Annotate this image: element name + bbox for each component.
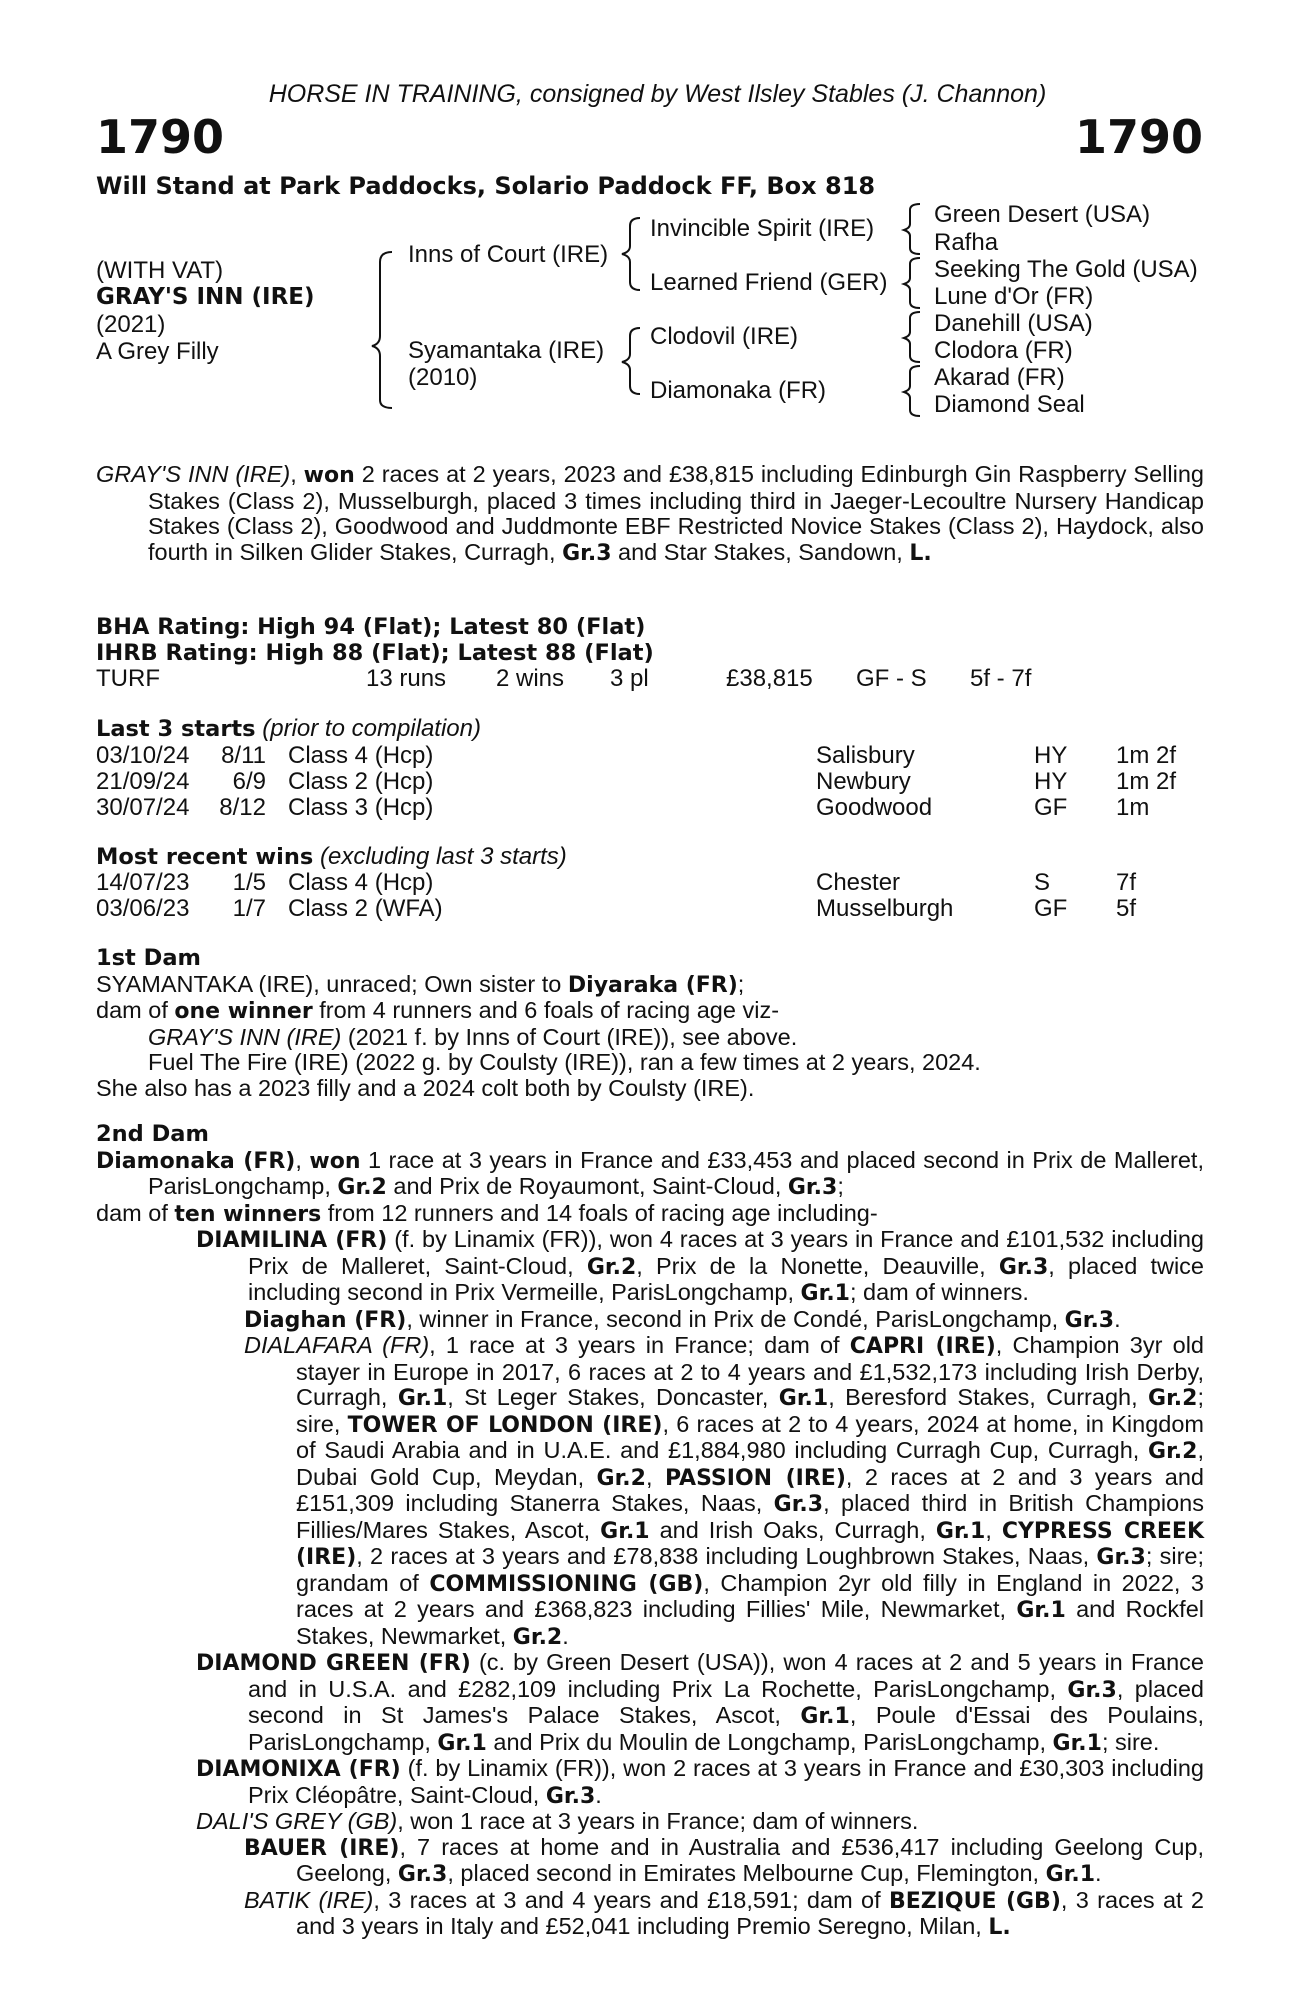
bracket-g12 xyxy=(904,204,920,254)
first-dam-note: She also has a 2023 filly and a 2024 colt both by Coulsty (IRE). xyxy=(96,1074,755,1101)
recent-wins-note: (excluding last 3 starts) xyxy=(319,843,567,870)
turf-runs: 13 runs xyxy=(366,665,447,692)
second-dam-heading: 2nd Dam xyxy=(96,1121,209,1147)
first-dam-line1: SYAMANTAKA (IRE), unraced; Own sister to Diyaraka (FR); xyxy=(96,970,745,998)
horse-name: GRAY'S INN (IRE) xyxy=(96,284,315,310)
recent-wins-heading xyxy=(96,843,567,871)
first-dam-progeny-1: GRAY'S INN (IRE) (2021 f. by Inns of Court (IRE)), see above. xyxy=(148,1023,798,1050)
progeny-dalis-grey: DALI'S GREY (GB), won 1 race at 3 years in France; dam of winners. xyxy=(196,1808,919,1834)
vat-label: (WITH VAT) xyxy=(96,257,224,284)
summary-listed: L. xyxy=(909,540,932,566)
second-dam-winners: dam of ten winners from 12 runners and 14 foals of racing age including- xyxy=(96,1199,878,1227)
granddam-6: Clodora (FR) xyxy=(934,337,1073,364)
recent-win-row xyxy=(96,895,1204,921)
turf-surface: TURF xyxy=(96,665,160,692)
last-starts-title: Last 3 starts xyxy=(96,716,256,742)
last-start-pos: 8/11 xyxy=(221,742,266,769)
turf-going: GF - S xyxy=(856,665,927,692)
last-start-course: Goodwood xyxy=(816,794,933,821)
summary-text-2: and Star Stakes, Sandown, xyxy=(611,538,910,565)
recent-win-row xyxy=(96,869,1204,895)
last-start-dist: 1m 2f xyxy=(1116,768,1177,795)
bracket-g78 xyxy=(904,366,920,416)
first-dam-section xyxy=(96,946,1204,1101)
last-start-pos: 6/9 xyxy=(232,768,266,795)
race-summary: GRAY'S INN (IRE), won 2 races at 2 years, 2023 and £38,815 including Edinburgh Gin Raspberry Selling Stakes (Class 2), Musselburgh, placed 3 times including third in Jaeger-Lecoultre Nursery Handicap Stakes (Class 2), Goodwood and Juddmonte EBF Restricted Novice Stakes (Class 2), Haydock, also fourth in Silken Glider Stakes, Curragh, Gr.3 and Star Stakes, Sandown, L. xyxy=(96,461,1204,566)
recent-wins-title: Most recent wins xyxy=(96,844,314,870)
recent-win-going: S xyxy=(1034,869,1051,896)
last-start-going: GF xyxy=(1034,794,1068,821)
sire-dam: Learned Friend (GER) xyxy=(650,269,888,296)
dam-sire: Clodovil (IRE) xyxy=(650,323,799,350)
recent-win-course: Musselburgh xyxy=(816,895,954,922)
last-start-row xyxy=(96,794,1204,820)
last-start-date: 21/09/24 xyxy=(96,768,190,795)
last-start-cls: Class 3 (Hcp) xyxy=(288,794,434,821)
summary-won: won xyxy=(303,463,355,488)
turf-earnings: £38,815 xyxy=(726,665,813,692)
bracket-dam xyxy=(622,328,640,394)
recent-win-dist: 5f xyxy=(1116,895,1137,922)
recent-win-pos: 1/7 xyxy=(232,895,266,922)
last-starts-heading xyxy=(96,715,481,743)
sire: Inns of Court (IRE) xyxy=(408,241,609,268)
last-start-date: 03/10/24 xyxy=(96,742,190,769)
granddam-4: Lune d'Or (FR) xyxy=(934,283,1094,310)
last-start-going: HY xyxy=(1034,742,1068,769)
recent-win-course: Chester xyxy=(816,869,901,896)
second-dam-section xyxy=(96,1122,1204,1941)
recent-win-going: GF xyxy=(1034,895,1068,922)
last-starts-note: (prior to compilation) xyxy=(262,715,481,742)
second-dam-intro: Diamonaka (FR), won 1 race at 3 years in France and £33,453 and placed second in Prix de Malleret, ParisLongchamp, Gr.2 and Prix de Royaumont, Saint-Cloud, Gr.3; xyxy=(96,1146,1204,1200)
recent-win-cls: Class 2 (WFA) xyxy=(288,895,443,922)
last-start-going: HY xyxy=(1034,768,1068,795)
granddam-8: Diamond Seal xyxy=(934,391,1085,418)
last-starts-table xyxy=(96,742,1204,820)
lot-number-left: 1790 xyxy=(96,110,225,164)
summary-text: 2 races at 2 years, 2023 and £38,815 including Edinburgh Gin Raspberry Selling Stakes (Class 2), Musselburgh, placed 3 times including third in Jaeger-Lecoultre Nursery Handicap Stakes (Class 2), Goodwood and Juddmonte EBF Restricted Novice Stakes (Class 2), Haydock, also fourth in Silken Glider Stakes, Curragh, xyxy=(148,461,1204,565)
grandsire-5: Danehill (USA) xyxy=(934,310,1093,337)
last-start-dist: 1m xyxy=(1116,794,1150,821)
dam-dam: Diamonaka (FR) xyxy=(650,377,827,404)
progeny-bauer: BAUER (IRE), 7 races at home and in Australia and £536,417 including Geelong Cup, Geelong, Gr.3, placed second in Emirates Melbourne Cup, Flemington, Gr.1. xyxy=(244,1833,1205,1887)
stand-location: Will Stand at Park Paddocks, Solario Paddock FF, Box 818 xyxy=(96,172,876,200)
recent-win-date: 14/07/23 xyxy=(96,869,190,896)
progeny-diamond-green: DIAMOND GREEN (FR) (c. by Green Desert (USA)), won 4 races at 2 and 5 years in France and in U.S.A. and £282,109 including Prix La Rochette, ParisLongchamp, Gr.3, placed second in St James's Palace Stakes, Ascot, Gr.1, Poule d'Essai des Poulains, ParisLongchamp, Gr.1 and Prix du Moulin de Longchamp, ParisLongchamp, Gr.1; sire. xyxy=(196,1649,1205,1756)
bracket-main xyxy=(372,252,392,408)
horse-year: (2021) xyxy=(96,311,166,338)
lot-number-right: 1790 xyxy=(1074,110,1203,164)
last-start-pos: 8/12 xyxy=(219,794,266,821)
bracket-g56 xyxy=(904,312,920,362)
last-start-course: Salisbury xyxy=(816,742,915,769)
grandsire-3: Seeking The Gold (USA) xyxy=(934,256,1198,283)
recent-win-dist: 7f xyxy=(1116,869,1137,896)
last-start-cls: Class 2 (Hcp) xyxy=(288,768,434,795)
last-start-row xyxy=(96,768,1204,794)
recent-win-pos: 1/5 xyxy=(232,869,266,896)
first-dam-heading: 1st Dam xyxy=(96,945,201,971)
turf-distance: 5f - 7f xyxy=(970,665,1032,692)
page-subtitle: HORSE IN TRAINING, consigned by West Ilsley Stables (J. Channon) xyxy=(268,80,1047,108)
granddam-2: Rafha xyxy=(934,229,999,256)
recent-win-date: 03/06/23 xyxy=(96,895,190,922)
last-start-dist: 1m 2f xyxy=(1116,742,1177,769)
bha-rating: BHA Rating: High 94 (Flat); Latest 80 (Flat) xyxy=(96,614,646,640)
grandsire-1: Green Desert (USA) xyxy=(934,201,1151,228)
first-dam-line2: dam of one winner from 4 runners and 6 foals of racing age viz- xyxy=(96,997,780,1024)
dam-year: (2010) xyxy=(408,364,478,391)
progeny-dialafara: DIALAFARA (FR), 1 race at 3 years in France; dam of CAPRI (IRE), Champion 3yr old stayer in Europe in 2017, 6 races at 2 to 4 years and £1,532,173 including Irish Derby, Curragh, Gr.1, St Leger Stakes, Doncaster, Gr.1, Beresford Stakes, Curragh, Gr.2; sire, TOWER OF LONDON (IRE), 6 races at 2 to 4 years, 2024 at home, in Kingdom of Saudi Arabia and in U.A.E. and £1,884,980 including Curragh Cup, Curragh, Gr.2, Dubai Gold Cup, Meydan, Gr.2, PASSION (IRE), 2 races at 2 and 3 years and £151,309 including Stanerra Stakes, Naas, Gr.3, placed third in British Champions Fillies/Mares Stakes, Ascot, Gr.1 and Irish Oaks, Curragh, Gr.1, CYPRESS CREEK (IRE), 2 races at 3 years and £78,838 including Loughbrown Stakes, Naas, Gr.3; sire; grandam of COMMISSIONING (GB), Champion 2yr old filly in England in 2022, 3 races at 2 years and £368,823 including Fillies' Mile, Newmarket, Gr.1 and Rockfel Stakes, Newmarket, Gr.2. xyxy=(244,1332,1205,1650)
grandsire-7: Akarad (FR) xyxy=(934,364,1065,391)
progeny-diamilina: DIAMILINA (FR) (f. by Linamix (FR)), won 4 races at 3 years in France and £101,532 including Prix de Malleret, Saint-Cloud, Gr.2, Prix de la Nonette, Deauville, Gr.3, placed twice including second in Prix Vermeille, ParisLongchamp, Gr.1; dam of winners. xyxy=(196,1226,1205,1306)
turf-wins: 2 wins xyxy=(496,665,565,692)
dam: Syamantaka (IRE) xyxy=(408,337,605,364)
bracket-sire xyxy=(622,218,640,290)
sire-sire: Invincible Spirit (IRE) xyxy=(650,215,875,242)
progeny-diaghan: Diaghan (FR), winner in France, second in Prix de Condé, ParisLongchamp, Gr.3. xyxy=(244,1305,1121,1333)
bracket-g34 xyxy=(904,258,920,308)
progeny-diamonixa: DIAMONIXA (FR) (f. by Linamix (FR)), won 2 races at 3 years in France and £30,303 including Prix Cléopâtre, Saint-Cloud, Gr.3. xyxy=(196,1755,1204,1809)
progeny-batik: BATIK (IRE), 3 races at 3 and 4 years and £18,591; dam of BEZIQUE (GB), 3 races at 2 and 3 years in Italy and £52,041 including Premio Seregno, Milan, L. xyxy=(244,1886,1204,1940)
last-start-row xyxy=(96,742,1204,768)
last-start-date: 30/07/24 xyxy=(96,794,190,821)
recent-wins-table xyxy=(96,869,1204,921)
ihrb-rating: IHRB Rating: High 88 (Flat); Latest 88 (Flat) xyxy=(96,640,654,666)
last-start-course: Newbury xyxy=(816,768,911,795)
turf-places: 3 pl xyxy=(610,665,649,692)
summary-gr3: Gr.3 xyxy=(562,540,612,566)
horse-description: A Grey Filly xyxy=(96,338,219,365)
recent-win-cls: Class 4 (Hcp) xyxy=(288,869,434,896)
summary-horse-name: GRAY'S INN (IRE) xyxy=(96,461,291,487)
last-start-cls: Class 4 (Hcp) xyxy=(288,742,434,769)
first-dam-progeny-2: Fuel The Fire (IRE) (2022 g. by Coulsty (IRE)), ran a few times at 2 years, 2024. xyxy=(148,1049,981,1075)
